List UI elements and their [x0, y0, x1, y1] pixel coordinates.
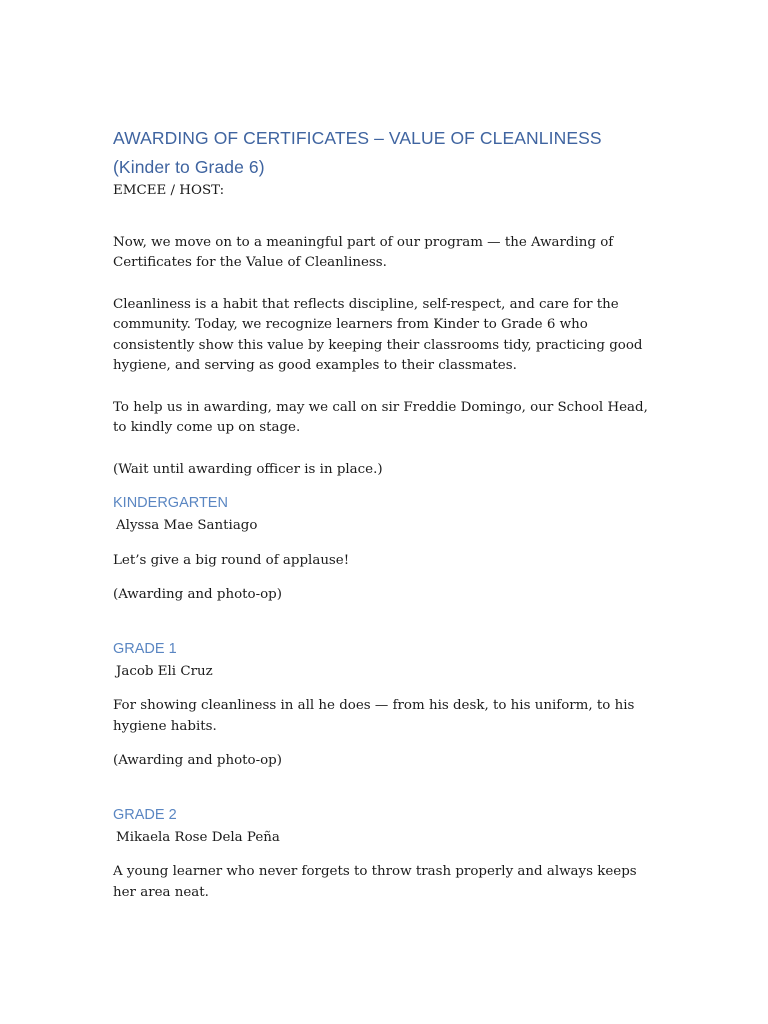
document-page — [113, 124, 658, 903]
section-remark: A young learner who never forgets to throw trash properly and always keeps her area neat. — [113, 864, 637, 900]
wait-note: (Wait until awarding officer is in place.) — [113, 461, 383, 477]
intro-paragraph: Now, we move on to a meaningful part of our program — the Awarding of Certificates for the Value of Cleanliness. — [113, 234, 614, 270]
awardee-name: Alyssa Mae Santiago — [116, 518, 258, 533]
section-heading-kindergarten: KINDERGARTEN — [113, 495, 228, 511]
emcee-label: EMCEE / HOST: — [113, 183, 225, 198]
section-remark: For showing cleanliness in all he does — from his desk, to his uniform, to his hygiene habits. — [113, 698, 635, 734]
awardee-name: Mikaela Rose Dela Peña — [116, 829, 280, 845]
section-heading-grade-2: GRADE 2 — [113, 806, 177, 823]
awardee-name: Jacob Eli Cruz — [116, 663, 213, 679]
section-remark: Let’s give a big round of applause! — [113, 552, 350, 568]
section-note: (Awarding and photo-op) — [113, 753, 282, 768]
title-line-2: (Kinder to Grade 6) — [113, 156, 265, 177]
section-heading-grade-1: GRADE 1 — [113, 640, 177, 657]
value-paragraph: Cleanliness is a habit that reflects discipline, self-respect, and care for the community. Today, we recognize learners from Kinder to Grade 6 who consistently show this value by keeping their classrooms tidy, practicing good hygiene, and serving as good examples to their classmates. — [113, 296, 643, 373]
document-title — [113, 124, 658, 181]
section-note: (Awarding and photo-op) — [113, 587, 282, 602]
call-paragraph: To help us in awarding, may we call on sir Freddie Domingo, our School Head, to kindly come up on stage. — [113, 399, 648, 435]
title-line-1: AWARDING OF CERTIFICATES – VALUE OF CLEANLINESS — [113, 128, 602, 148]
